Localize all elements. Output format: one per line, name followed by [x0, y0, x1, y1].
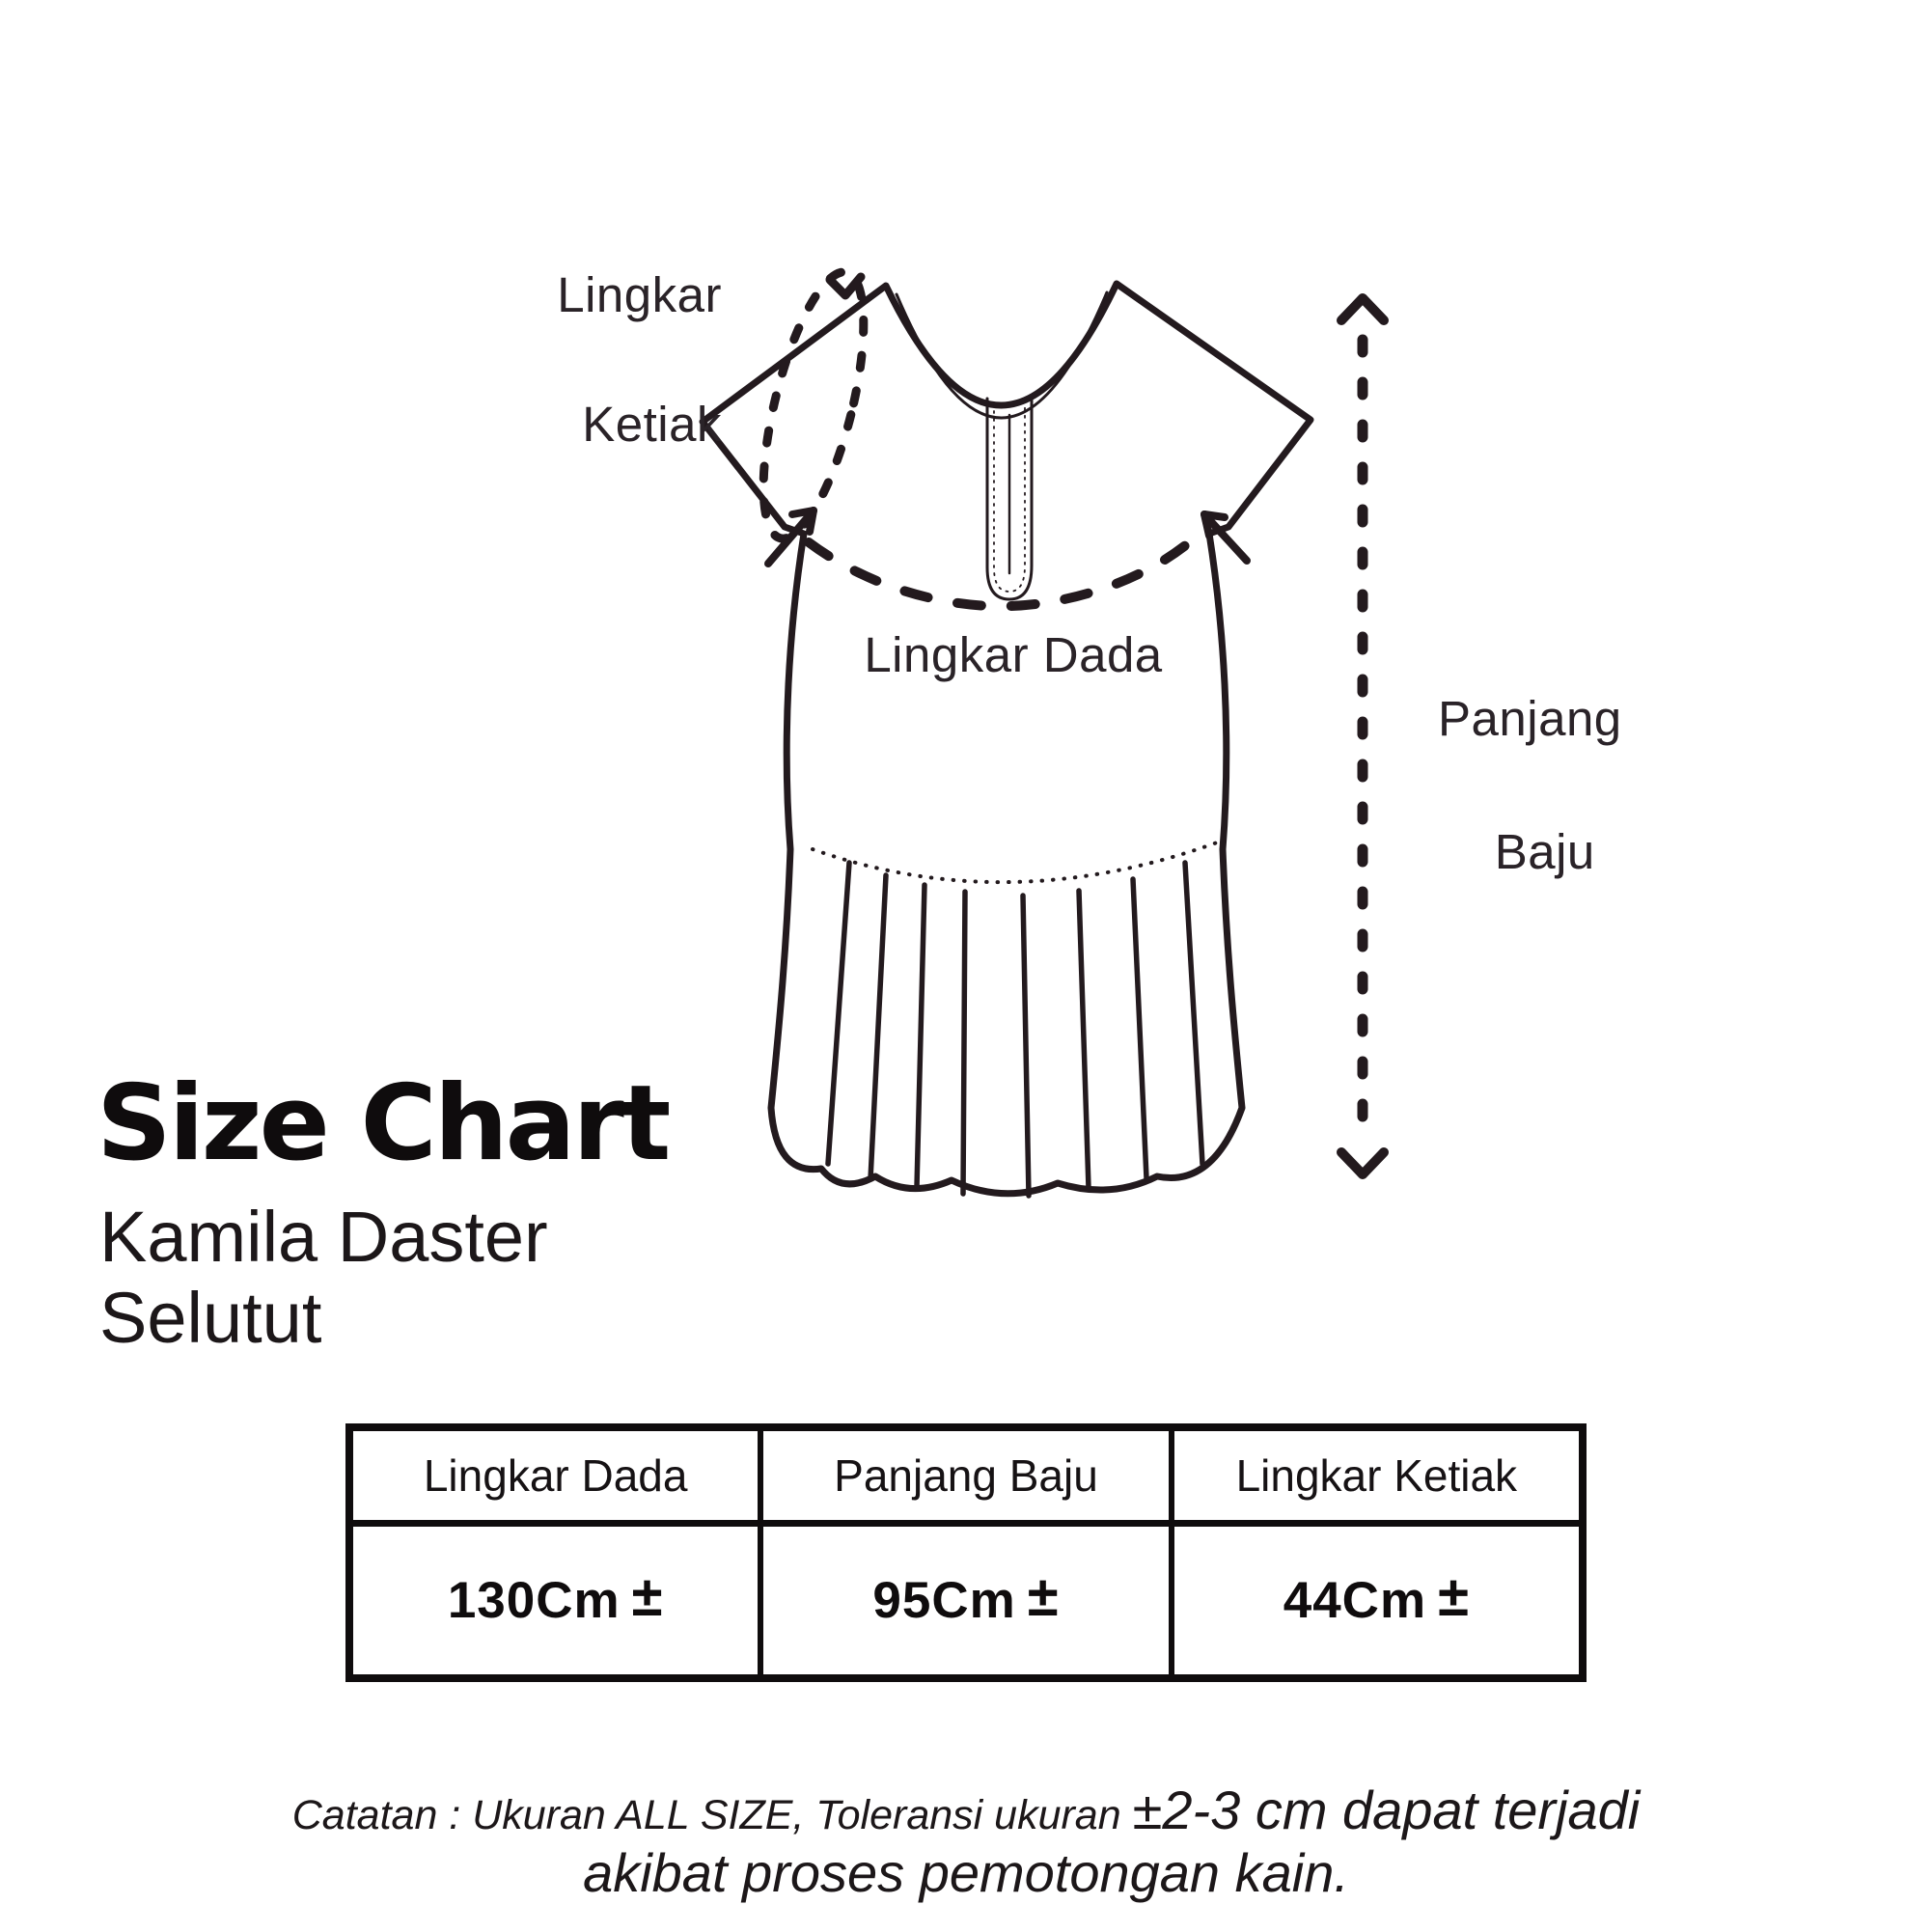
size-table-value-row [353, 1527, 1579, 1674]
subtitle-line2: Selutut [99, 1278, 322, 1358]
page-subtitle [99, 1197, 548, 1359]
armpit-label-line2: Ketiak [582, 397, 722, 452]
note-line1 [0, 1779, 1932, 1841]
tolerance-symbol: ± [631, 1565, 664, 1628]
tolerance-symbol: ± [1438, 1565, 1470, 1628]
subtitle-line1: Kamila Daster [99, 1197, 548, 1277]
column-header-lingkar-dada: Lingkar Dada [423, 1450, 688, 1501]
page-title: Size Chart [97, 1063, 669, 1184]
length-label-line2: Baju [1494, 824, 1595, 879]
size-table-header-row [353, 1431, 1579, 1527]
armpit-label-line1: Lingkar [557, 267, 722, 322]
size-table-header-cell [763, 1431, 1173, 1520]
size-table-header-cell [353, 1431, 763, 1520]
value-panjang-baju: 95Cm [872, 1572, 1016, 1629]
column-header-panjang-baju: Panjang Baju [834, 1450, 1098, 1501]
size-table-value-cell [353, 1527, 763, 1674]
chest-label: Lingkar Dada [864, 627, 1163, 682]
value-lingkar-dada: 130Cm [447, 1572, 621, 1629]
length-label-line1: Panjang [1438, 691, 1622, 746]
tolerance-symbol: ± [1027, 1565, 1060, 1628]
length-measure-arrow [1341, 298, 1384, 1174]
note-line2: akibat proses pemotongan kain. [583, 1842, 1349, 1903]
value-lingkar-ketiak: 44Cm [1283, 1572, 1427, 1629]
size-table [345, 1423, 1587, 1682]
size-table-header-cell [1174, 1431, 1579, 1520]
note-line1-regular: Catatan : Ukuran ALL SIZE, Toleransi ukuran [291, 1792, 1133, 1838]
size-table-value-cell [1174, 1527, 1579, 1674]
length-label [1438, 685, 1622, 885]
armpit-label [432, 262, 722, 456]
note-line1-emphasis: ±2-3 cm dapat terjadi [1132, 1780, 1641, 1840]
dress-outline [703, 284, 1311, 1194]
size-table-value-cell [763, 1527, 1173, 1674]
column-header-lingkar-ketiak: Lingkar Ketiak [1235, 1450, 1518, 1501]
